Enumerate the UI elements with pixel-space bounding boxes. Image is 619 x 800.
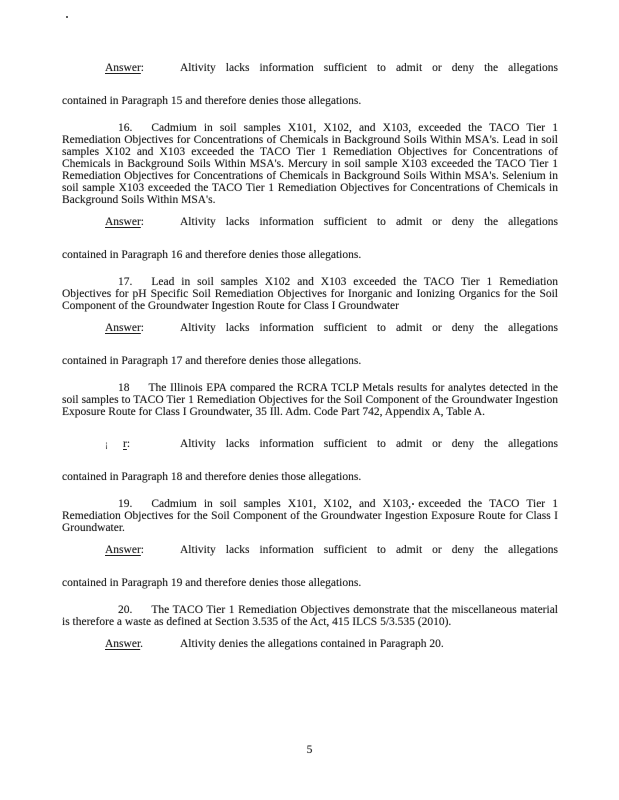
allegation-paragraph-20: [62, 604, 558, 628]
paragraph-number: 18: [118, 382, 130, 394]
answer-label: Answer:: [105, 62, 144, 74]
answer-text: Altivity lacks information sufficient to admit or deny the allegations: [180, 438, 558, 450]
answer-label-faded: ¡ r:: [105, 438, 131, 450]
allegation-paragraph-17: [62, 276, 558, 312]
answer-text: Altivity denies the allegations contained in Paragraph 20.: [180, 638, 444, 650]
paragraph-number: 17.: [118, 276, 133, 288]
paragraph-number: 20.: [118, 604, 133, 616]
paragraph-text: Lead in soil samples X102 and X103 exceeded the TACO Tier 1 Remediation Objectives for pH Specific Soil Remediation Objectives for Inorganic and Ionizing Organics for the Soil Component of the Groundwater Ingestion Route for Class I Groundwater: [62, 276, 558, 312]
answer-text: Altivity lacks information sufficient to admit or deny the allegations: [180, 216, 558, 228]
answer-text-continued: contained in Paragraph 17 and therefore denies those allegations.: [62, 355, 362, 367]
answer-block-20: [62, 638, 558, 650]
paragraph-number: 19.: [118, 498, 133, 510]
answer-text: Altivity lacks information sufficient to admit or deny the allegations: [180, 544, 558, 556]
answer-block-19: [62, 544, 558, 589]
paragraph-text: The Illinois EPA compared the RCRA TCLP Metals results for analytes detected in the soil samples to TACO Tier 1 Remediation Objectives for the Soil Component of the Groundwater Ingestion Exposure Route for Class I Groundwater, 35 Ill. Adm. Code Part 742, Appendix A, Table A.: [62, 382, 558, 418]
answer-text: Altivity lacks information sufficient to admit or deny the allegations: [180, 322, 558, 334]
paragraph-number: 16.: [118, 122, 133, 134]
allegation-paragraph-18: [62, 382, 558, 418]
answer-block-18: [62, 438, 558, 483]
scan-artifact-dot: [66, 16, 68, 18]
allegation-paragraph-16: [62, 122, 558, 206]
answer-label: Answer:: [105, 544, 144, 556]
paragraph-text: The TACO Tier 1 Remediation Objectives demonstrate that the miscellaneous material is therefore a waste as defined at Section 3.535 of the Act, 415 ILCS 5/3.535 (2010).: [62, 604, 558, 628]
allegation-paragraph-19: [62, 498, 558, 534]
answer-text-continued: contained in Paragraph 15 and therefore denies those allegations.: [62, 95, 362, 107]
answer-text-continued: contained in Paragraph 16 and therefore denies those allegations.: [62, 249, 362, 261]
answer-label: Answer.: [105, 638, 144, 650]
answer-label: Answer:: [105, 216, 144, 228]
paragraph-text: Cadmium in soil samples X101, X102, and X103, exceeded the TACO Tier 1 Remediation Objectives for the Soil Component of the Groundwater Ingestion Exposure Route for Class I Groundwater.: [62, 498, 558, 534]
answer-block-17: [62, 322, 558, 367]
answer-text-continued: contained in Paragraph 18 and therefore denies those allegations.: [62, 471, 362, 483]
paragraph-text: Cadmium in soil samples X101, X102, and X103, exceeded the TACO Tier 1 Remediation Objectives for Concentrations of Chemicals in Background Soils Within MSA's. Lead in soil samples X102 and X103 exceeded the TACO Tier 1 Remediation Objectives for Concentrations of Chemicals in Background Soils Within MSA's. Mercury in soil sample X103 exceeded the TACO Tier 1 Remediation Objectives for Concentrations of Chemicals in Background Soils Within MSA's. Selenium in soil sample X103 exceeded the TACO Tier 1 Remediation Objectives for Concentrations of Chemicals in Background Soils Within MSA's.: [62, 122, 558, 206]
answer-label: Answer:: [105, 322, 144, 334]
scan-artifact-mark: ¡: [105, 439, 108, 449]
answer-block-16: [62, 216, 558, 261]
answer-block-15: [62, 62, 558, 107]
page-number: 5: [306, 744, 313, 756]
document-body: [62, 62, 558, 650]
answer-text: Altivity lacks information sufficient to admit or deny the allegations: [180, 62, 558, 74]
answer-text-continued: contained in Paragraph 19 and therefore denies those allegations.: [62, 577, 362, 589]
